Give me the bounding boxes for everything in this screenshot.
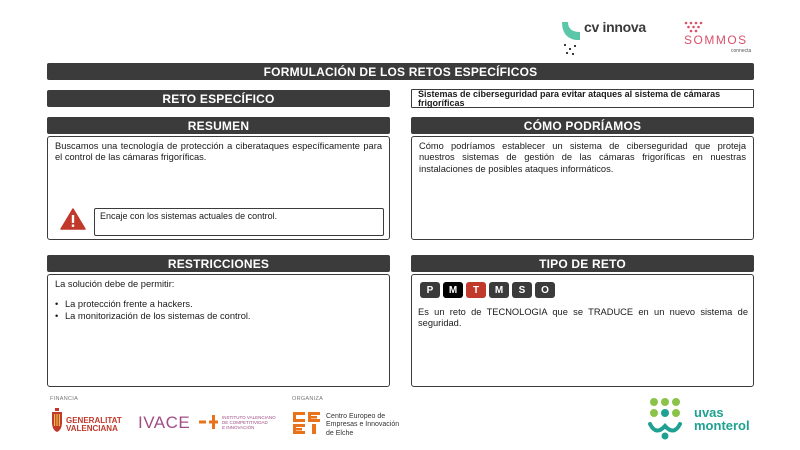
cv-innova-text: cv innova	[584, 19, 646, 35]
restricciones-header: RESTRICCIONES	[47, 255, 390, 272]
restricciones-box	[47, 274, 390, 387]
uvas-monterol-logo	[644, 396, 686, 442]
restricciones-list	[55, 299, 382, 322]
tipo-text: Es un reto de TECNOLOGIA que se TRADUCE en un nuevo sistema de seguridad.	[418, 307, 748, 329]
ivace-text: IVACE	[138, 413, 191, 432]
restricciones-intro: La solución debe de permitir:	[55, 279, 175, 289]
reto-value: Sistemas de ciberseguridad para evitar ataques al sistema de cámaras frigoríficas	[411, 89, 754, 108]
tipo-button-p[interactable]: P	[420, 282, 440, 298]
page-title: FORMULACIÓN DE LOS RETOS ESPECÍFICOS	[47, 63, 754, 80]
sommos-text: SOMMOS	[684, 33, 748, 47]
resumen-header: RESUMEN	[47, 117, 390, 134]
tipo-header: TIPO DE RETO	[411, 255, 754, 272]
resumen-text: Buscamos una tecnología de protección a ciberataques específicamente para el control de las cámaras frigoríficas.	[55, 141, 382, 163]
list-item: • La protección frente a hackers.	[55, 299, 382, 310]
tipo-button-m[interactable]: M	[443, 282, 463, 298]
tipo-button-m2[interactable]: M	[489, 282, 509, 298]
organiza-label: ORGANIZA	[292, 396, 324, 402]
fit-note: Encaje con los sistemas actuales de control.	[94, 208, 384, 236]
ivace-subtext: INSTITUTO VALENCIANO DE COMPETITIVIDAD E INNOVACIÓN	[222, 415, 276, 431]
financia-label: FINANCIA	[50, 396, 79, 402]
warning-icon	[60, 208, 86, 230]
reto-header: RETO ESPECÍFICO	[47, 90, 390, 107]
sommos-subtext: connecta	[731, 48, 752, 54]
tipo-button-t[interactable]: T	[466, 282, 486, 298]
tipo-button-o[interactable]: O	[535, 282, 555, 298]
ceei-logo	[292, 410, 322, 436]
tipo-button-s[interactable]: S	[512, 282, 532, 298]
tipo-buttons	[420, 282, 555, 298]
generalitat-text: GENERALITAT VALENCIANA	[66, 416, 122, 434]
ivace-plus-icon	[199, 414, 219, 430]
generalitat-shield-icon	[50, 408, 64, 434]
como-box	[411, 136, 754, 240]
ceei-text: Centro Europeo de Empresas e Innovación de Elche	[326, 413, 400, 437]
como-text: Cómo podríamos establecer un sistema de ciberseguridad que proteja nuestros sistemas de gestión de las cámaras frigoríficas en nuestras instalaciones de posibles ataques informáticos.	[419, 141, 746, 174]
uvas-monterol-text: uvas monterol	[694, 405, 750, 433]
list-item: • La monitorización de los sistemas de control.	[55, 311, 382, 322]
como-header: CÓMO PODRÍAMOS	[411, 117, 754, 134]
